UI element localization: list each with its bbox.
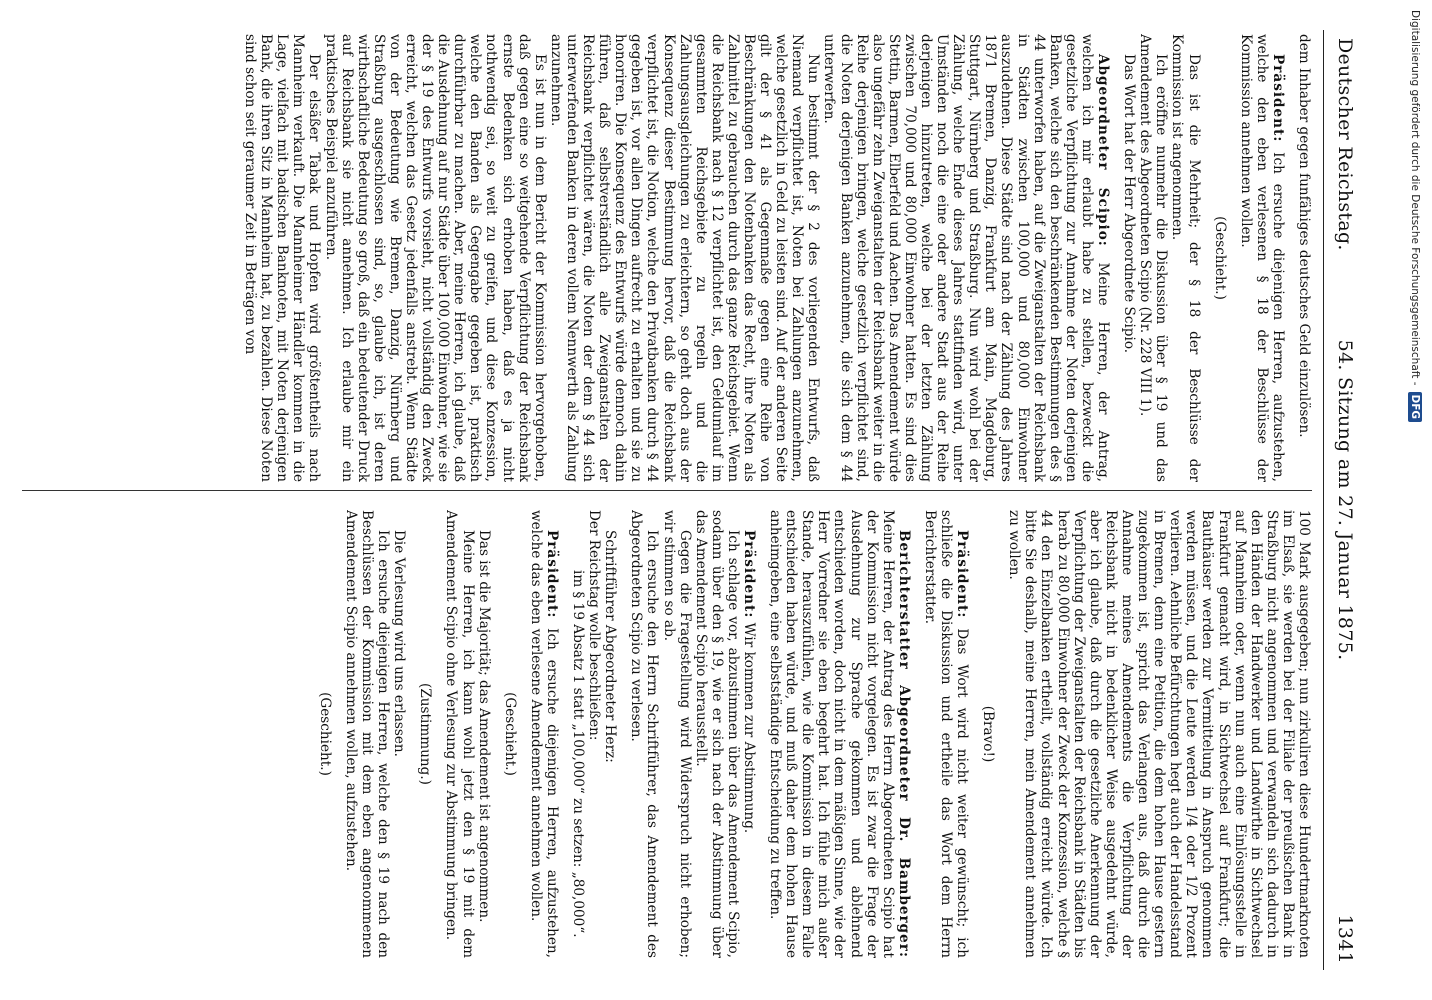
paragraph bbox=[417, 510, 433, 958]
paragraph bbox=[322, 34, 547, 482]
paragraph bbox=[821, 34, 1111, 482]
paragraph bbox=[1238, 34, 1286, 482]
right-column bbox=[12, 510, 1312, 958]
paragraph-text: Ich schlage vor, abzustimmen über das Amendement Scipio, sodann über den § 19, wie er sich nach der Abstimmung über das Amendement Scipio herausstellt. bbox=[692, 510, 741, 958]
page-header bbox=[1323, 30, 1360, 970]
paragraph bbox=[343, 510, 391, 958]
header-session: 54. Sitzung am 27. Januar 1875. bbox=[1334, 339, 1356, 661]
speaker-name: Präsident: bbox=[1269, 54, 1286, 143]
paragraph-text: Die Verlesung wird uns erlassen. bbox=[391, 530, 408, 758]
paragraph-text: Wir kommen zur Abstimmung. bbox=[741, 618, 757, 834]
paragraph bbox=[586, 510, 602, 958]
digitization-text: Digitalisierung gefördert durch die Deutsche Forschungsgemeinschaft - bbox=[1409, 10, 1421, 386]
paragraph-text: (Bravo!) bbox=[980, 705, 997, 763]
speaker-name: Präsident: bbox=[954, 530, 971, 619]
paragraph-text: Das ist die Majorität; das Amendement ist angenommen. bbox=[475, 530, 492, 923]
paragraph-text: im § 19 Absatz 1 statt „100,000“ zu setzen: „80,000“. bbox=[570, 570, 587, 938]
paragraph bbox=[317, 510, 333, 958]
paragraph-text: Ich ersuche diejenigen Herren, welche den § 19 nach den Beschlüssen der Kommission mit dem eben angenommenen Amendement Scipio annehmen wollen, aufzustehen. bbox=[343, 510, 392, 958]
paragraph-text: Gegen die Fragestellung wird Widerspruch nicht erhoben; wir stimmen so ab. bbox=[660, 510, 693, 958]
paragraph-text: Der Reichstag wolle beschließen: bbox=[586, 510, 603, 741]
left-column bbox=[12, 34, 1312, 482]
paragraph bbox=[528, 510, 560, 958]
paragraph bbox=[693, 510, 741, 958]
paragraph-text: Ich ersuche diejenigen Herren, aufzustehen, welche den eben verlesenen § 18 der Beschlüsse der Kommission annehmen wollen. bbox=[1237, 34, 1286, 482]
paragraph bbox=[980, 510, 996, 958]
paragraph bbox=[767, 510, 912, 958]
paragraph-text: Ich ersuche diejenigen Herren, aufzustehen, welche das eben verlesene Amendement annehmen wollen. bbox=[527, 510, 560, 958]
digitization-note bbox=[1402, 10, 1428, 990]
paragraph bbox=[660, 510, 692, 958]
page-number: 1341 bbox=[1334, 914, 1356, 964]
paragraph bbox=[628, 510, 660, 958]
paragraph bbox=[570, 510, 586, 958]
paragraph-text: (Geschieht.) bbox=[1211, 216, 1228, 300]
header-publication: Deutscher Reichstag. bbox=[1334, 38, 1356, 251]
paragraph bbox=[242, 34, 322, 482]
paragraph-text: Nun bestimmt der § 2 des vorliegenden Entwurfs, daß Niemand verpflichtet ist, Noten bei Zahlungen anzunehmen, welche gesetzlich in Geld zu leisten sind. Auf der anderen Seite gilt der § 41 als Gegenmaße gegen eine Reihe von Beschränkungen den Notenbanken das Recht, ihre Noten als Zahlmittel zu gebrauchen durch das ganze Reichsgebiet. Wenn die Reichsbank nach § 12 verpflichtet ist, den Geldumlauf im gesammten Reichsgebiete zu regeln und die Zahlungsausgleichungen zu erleichtern, so geht doch aus der Konsequenz dieser Bestimmung hervor, daß die Reichsbank verpflichtet ist, die Notion, welche den Privatbanken durch § 44 gegeben ist, vor allen Dingen aufrecht zu erhalten und sie zu honoriren. Die Konsequenz des Entwurfs würde dennoch dahin führen, daß selbstverständlich alle Zweiganstalten der Reichsbank verpflichtet wären, die Noten der dem § 44 sich unterwerfenden Banken in deren vollem Nennwerth als Zahlung anzunehmen. bbox=[547, 34, 822, 482]
paragraph-text: (Geschieht.) bbox=[316, 692, 333, 776]
paragraph bbox=[391, 510, 407, 958]
paragraph-text: Der elsäßer Tabak und Hopfen wird größtentheils nach Mannheim verkauft. Die Mannheimer Händler kommen in die Lage, vielfach mit badischen Banknoten, mit Noten derjenigen Bank, die ihren Sitz in Mannheim hat, zu bezahlen. Diese Noten sind schon seit geraumer Zeit in Beträgen von bbox=[242, 34, 323, 482]
paragraph bbox=[1169, 34, 1201, 482]
paragraph-text: Ich ersuche den Herrn Schriftführer, das Amendement des Abgeordneten Scipio zu verlesen. bbox=[628, 510, 661, 958]
paragraph bbox=[476, 510, 492, 958]
paragraph bbox=[602, 510, 618, 958]
paragraph-text: Das Wort wird nicht weiter gewünscht; ich schließe die Diskussion und ertheile das Wort dem Herrn Berichterstatter. bbox=[921, 510, 971, 958]
column-divider bbox=[22, 490, 1312, 491]
paragraph bbox=[1137, 34, 1169, 482]
speaker-name: Präsident: bbox=[543, 530, 560, 619]
paragraph bbox=[502, 510, 518, 958]
paragraph-text: (Zustimmung.) bbox=[417, 683, 434, 785]
paragraph bbox=[443, 510, 475, 958]
speaker-name: Abgeordneter Scipio: bbox=[1095, 54, 1112, 247]
paragraph-text: Das ist die Mehrheit; der § 18 der Beschlüsse der Kommission ist angenommen. bbox=[1169, 34, 1202, 482]
paragraph-text: (Geschieht.) bbox=[501, 692, 518, 776]
paragraph bbox=[1212, 34, 1228, 482]
paragraph-text: Schriftführer Abgeordneter Herz: bbox=[602, 530, 619, 763]
paragraph-text: Ich eröffne nunmehr die Diskussion über § 19 und das Amendement des Abgeordneten Scipio (Nr. 228 VIII 1). bbox=[1137, 34, 1170, 482]
paragraph bbox=[1006, 510, 1312, 958]
paragraph-text: Meine Herren, der Antrag, welchen ich mir erlaubt habe zu stellen, bezweckt die gesetzliche Verpflichtung zur Annahme der Noten derjenigen Banken, welche sich den beschränkenden Bestimmungen des § 44 unterworfen haben, auf die Zweiganstalten der Reichsbank in Städten zwischen 100,000 und 80,000 Einwohner auszudehnen. Diese Städte sind nach der Zählung des Jahres 1871 Bremen, Danzig, Frankfurt am Main, Magdeburg, Stuttgart, Nürnberg und Straßburg. Nun wird wohl bei der Zählung, welche Ende dieses Jahres stattfinden wird, unter Umständen noch die eine oder andere Stadt aus der Reihe derjenigen hinzutreten, welche bei der letzten Zählung zwischen 70,000 und 80,000 Einwohner hatten. Es sind dies Stettin, Barmen, Elberfeld und Aachen. Das Amendement würde also ungefähr zehn Zweiganstalten der Reichsbank weiter in die Reihe derjenigen bringen, welche gesetzlich verpflichtet sind, die Noten derjenigen Banken anzunehmen, die sich dem § 44 unterwerfen. bbox=[821, 34, 1112, 482]
speaker-name: Berichterstatter Abgeordneter Dr. Bamberger: bbox=[895, 530, 912, 958]
paragraph-text: dem Inhaber gegen funfähiges deutsches Geld einzulösen. bbox=[1296, 34, 1312, 438]
paragraph bbox=[548, 34, 822, 482]
paragraph bbox=[922, 510, 970, 958]
paragraph-text: 100 Mark ausgegeben; nun zirkuliren diese Hundertmarknoten im Elsaß, sie werden bei der Filiale der preußischen Bank in Straßburg nicht angenommen und verwandeln sich dadurch in den Händen der Handwerker und Landwirthe in Sichtwechsel auf Mannheim oder, wenn nun auch eine Einlösungsstelle in Frankfurt gemacht wird, in Sichtwechsel auf Frankfurt; die Bauthäuser werden zur Vermittelung in Anspruch genommen werden müssen, und die Leute werden 1/4 oder 1/2 Prozent verlieren. Aehnliche Befürchtungen hegt auch der Handelsstand in Bremen, denn eine Petition, die dem hohen Hause gestern zugekommen ist, spricht das Verlangen aus, daß durch die Annahme meines Amendements die Verpflichtung der Reichsbank nicht in bedenklicher Weise ausgedehnt würde, aber ich glaube, daß durch die gesetzliche Anerkennung der Verpflichtung der Zweiganstalten der Reichsbank in Städten bis herab zu 80,000 Einwohner der Zweck der Konzession, welche § 44 den Einzelbanken ertheilt, vollständig erreicht würde. Ich bitte Sie deshalb, meine Herren, mein Amendement annehmen zu wollen. bbox=[1006, 510, 1312, 958]
paragraph-text: Meine Herren, ich kann wohl jetzt den § 19 mit dem Amendement Scipio ohne Verlesung zur Abstimmung bringen. bbox=[443, 510, 476, 958]
dfg-logo: DFG bbox=[1408, 392, 1422, 423]
paragraph bbox=[1121, 34, 1137, 482]
paragraph-text: Es ist nun in dem Bericht der Kommission hervorgehoben, daß gegen eine so weitgehende Verpflichtung der Reichsbank ernste Bedenken sich erhoben haben, daß es ja nicht nothwendig sei, so weit zu greifen, und diese Konzession, welche den Banden als Gegengabe gegeben ist, praktisch durchführbar zu machen. Aber, meine Herren, ich glaube, daß die Ausdehnung auf nur Städte über 100,000 Einwohner, wie sie der § 19 des Entwurfs vorsieht, nicht vollständig den Zweck erreicht, welchen das Gesetz jedenfalls anstrebt. Wenn Städte von der Bedeutung wie Bremen, Danzig, Nürnberg und Straßburg ausgeschlossen sind, so, glaube ich, ist deren wirthschaftliche Bedeutung so groß, daß ein bedeutender Druck auf Reichsbank sie nicht annehmen. Ich erlaube mir ein praktisches Beispiel anzuführen. bbox=[322, 34, 548, 482]
speaker-name: Präsident: bbox=[741, 530, 757, 619]
paragraph-text: Meine Herren, der Antrag des Herrn Abgeordneten Scipio hat der Kommission nicht vorgelegen. Es ist zwar die Frage der Ausdehnung zur Sprache gekommen und ablehnend entschieden worden, doch nicht in dem mäßigen Sinne, wie der Herr Vorredner sie eben begehrt hat. Ich fühle mich außer Stande, herauszufühlen, wie die Kommission in diesem Falle entschieden haben würde, und muß daher dem hohen Hause anheimgeben, eine selbstständige Entscheidung zu treffen. bbox=[767, 510, 896, 958]
paragraph bbox=[1296, 34, 1312, 482]
paragraph-text: Das Wort hat der Herr Abgeordnete Scipio. bbox=[1121, 54, 1138, 354]
paragraph bbox=[741, 510, 757, 958]
